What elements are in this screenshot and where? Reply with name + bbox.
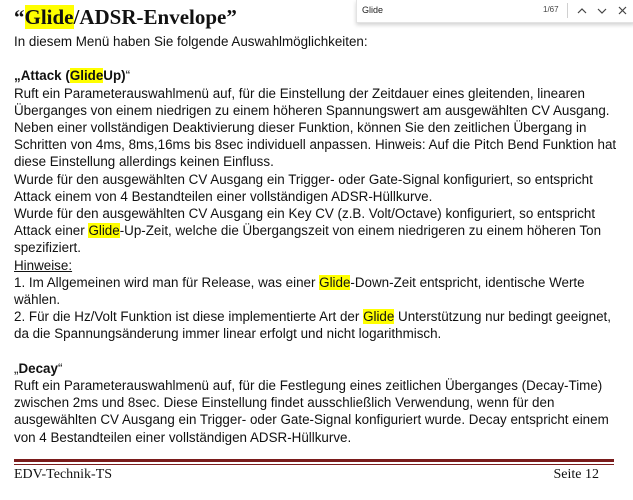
close-icon: [618, 6, 627, 15]
hints-label: Hinweise:: [14, 257, 73, 273]
search-highlight: Glide: [363, 309, 395, 325]
hint-line: wählen.: [14, 292, 61, 308]
title-open-quote: “: [14, 5, 25, 29]
line-suffix: -Down-Zeit entspricht, identische Werte: [350, 274, 585, 290]
decay-line: ausgewählten CV Ausgang ein Trigger- oder Gate-Signal konfiguriert wurde. Decay entspricht einem: [14, 412, 609, 428]
attack-line: [14, 222, 614, 239]
page-title: [14, 4, 237, 30]
find-divider: [567, 3, 568, 18]
attack-line: Schritten von 4ms, 8ms,16ms bis 8sec individuell anpassen. Hinweis: Auf die Pitch Bend Funktion hat: [14, 137, 617, 153]
decay-heading-close: “: [57, 360, 63, 376]
chevron-down-icon: [597, 8, 607, 14]
previous-match-button[interactable]: [573, 2, 591, 19]
decay-heading-text: Decay: [18, 360, 58, 376]
decay-line: von 4 Bestandteilen einer vollständigen ADSR-Hüllkurve.: [14, 429, 352, 445]
page-number: Seite 12: [553, 467, 599, 482]
footer-rule-thick: [14, 459, 614, 462]
hint-line: da die Spannungsänderung immer linear erfolgt und nicht logarithmisch.: [14, 326, 442, 342]
decay-heading: [14, 360, 614, 377]
attack-heading: [14, 67, 614, 84]
footer-company: EDV-Technik-TS: [14, 467, 113, 482]
document-body: [14, 33, 617, 446]
search-highlight: Glide: [88, 223, 120, 239]
decay-line: zwischen 2ms und 8sec. Diese Einstellung findet ausschließlich Verwendung, wenn für den: [14, 395, 555, 411]
decay-line: Ruft ein Parameterauswahlmenü auf, für die Festlegung eines zeitlichen Überganges (Decay-Time): [14, 378, 603, 394]
attack-line: spezifiziert.: [14, 240, 81, 256]
attack-line: diese Einstellung allerdings keinen Einfluss.: [14, 154, 274, 170]
line-suffix: -Up-Zeit, welche die Übergangszeit von einem niedrigeren zu einem höheren Ton: [119, 223, 602, 239]
line-prefix: 2. Für die Hz/Volt Funktion ist diese implementierte Art der: [14, 309, 364, 325]
line-suffix: Unterstützung nur bedingt geeignet,: [394, 309, 611, 325]
hint-line: [14, 308, 614, 325]
decay-heading-open: „: [14, 360, 19, 376]
intro-paragraph: In diesem Menü haben Sie folgende Auswahlmöglichkeiten:: [14, 34, 368, 49]
attack-line: Neben einer vollständigen Deaktivierung dieser Funktion, können Sie den zeitlichen Übergang in: [14, 120, 587, 135]
footer-rule-thin: [14, 464, 614, 465]
close-find-button[interactable]: [613, 2, 631, 19]
search-highlight: Glide: [24, 5, 74, 29]
attack-line: Ruft ein Parameterauswahlmenü auf, für die Einstellung der Zeitdauer eines gleitenden, linearen: [14, 85, 585, 101]
attack-line: Wurde für den ausgewählten CV Ausgang ein Key CV (z.B. Volt/Octave) konfiguriert, so entspricht: [14, 206, 596, 222]
line-prefix: 1. Im Allgemeinen wird man für Release, was einer: [14, 274, 320, 290]
attack-line: Überganges von einem niedrigen zu einem höheren Spannungswert am ausgewählten CV Ausgang.: [14, 102, 610, 118]
match-count: 1/67: [543, 5, 559, 14]
chevron-up-icon: [577, 8, 587, 14]
line-prefix: Attack einer: [14, 223, 89, 239]
attack-line: Attack einem von 4 Bestandteilen einer vollständigen ADSR-Hüllkurve.: [14, 188, 433, 204]
paragraph-gap: [14, 343, 614, 360]
next-match-button[interactable]: [593, 2, 611, 19]
search-highlight: Glide: [69, 68, 104, 84]
attack-heading-prefix: „Attack (: [14, 68, 70, 84]
attack-line: Wurde für den ausgewählten CV Ausgang ein Trigger- oder Gate-Signal konfiguriert, so entspricht: [14, 171, 593, 187]
paragraph-gap: [14, 50, 614, 67]
search-highlight: Glide: [319, 274, 351, 290]
attack-heading-close: “: [125, 68, 131, 84]
attack-heading-suffix: Up): [103, 68, 126, 84]
find-bar: [356, 0, 633, 23]
find-input[interactable]: [362, 3, 512, 17]
hint-line: [14, 274, 614, 291]
title-rest: /ADSR-Envelope”: [73, 5, 237, 29]
